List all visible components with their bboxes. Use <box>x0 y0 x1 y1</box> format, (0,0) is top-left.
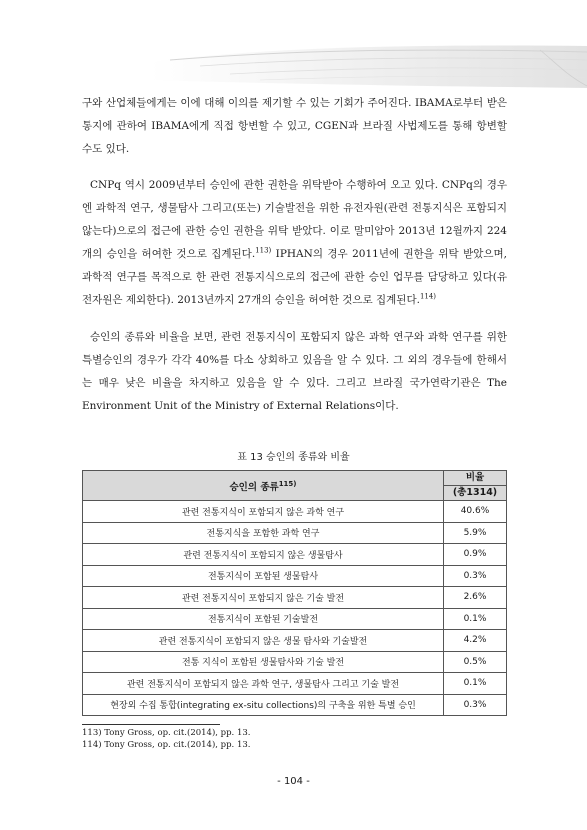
table-row <box>83 544 507 566</box>
paragraph-2-part-a: CNPq 역시 2009년부터 승인에 관한 권한을 위탁받아 수행하여 오고 있다. CNPq의 경우엔 과학적 연구, 생물탐사 그리고(또는) 기술발전을 위한 유전자원(관련 전통지식은 포함되지 않는다)으로의 접근에 관한 승인 권한을 위탁 받았다. 이로 말미암아 2013년 12월까지 224개의 승인을 허여한 것으로 집계된다. <box>82 179 507 260</box>
header-ratio-label: 비율 <box>444 471 506 486</box>
table-row <box>83 565 507 587</box>
approval-type-cell: 관련 전통지식이 포함되지 않은 기술 발전 <box>83 587 444 609</box>
ratio-cell: 4.2% <box>444 630 507 652</box>
ratio-cell: 0.5% <box>444 651 507 673</box>
paragraph-3 <box>82 326 507 418</box>
page-number: - 104 - <box>277 776 310 787</box>
table-row <box>83 651 507 673</box>
ratio-cell: 0.3% <box>444 565 507 587</box>
header-approval-type-label: 승인의 종류 <box>229 481 279 493</box>
ratio-cell: 40.6% <box>444 501 507 523</box>
table-row <box>83 694 507 716</box>
ratio-cell: 2.6% <box>444 587 507 609</box>
approval-type-cell: 전통 지식이 포함된 생물탐사와 기술 발전 <box>83 651 444 673</box>
table-row <box>83 673 507 695</box>
ratio-cell: 0.9% <box>444 544 507 566</box>
approval-type-cell: 전통지식이 포함된 기술발전 <box>83 608 444 630</box>
footnote-divider <box>82 724 220 725</box>
paragraph-3-text: 승인의 종류와 비율을 보면, 관련 전통지식이 포함되지 않은 과학 연구와 과학 연구를 위한 특별승인의 경우가 각각 40%를 다소 상회하고 있음을 알 수 있다. 그 외의 경우들에 한해서는 매우 낮은 비율을 차지하고 있음을 알 수 있다. 그리고 브라질 국가연락기관은 The Environment Unit of the Ministry of External Relations이다. <box>82 331 507 412</box>
footnote-ref-115[interactable]: 115) <box>278 479 297 488</box>
table-row <box>83 587 507 609</box>
approval-type-cell: 전통지식을 포함한 과학 연구 <box>83 522 444 544</box>
approval-type-cell: 전통지식이 포함된 생물탐사 <box>83 565 444 587</box>
table-row <box>83 522 507 544</box>
table-caption: 표 13 승인의 종류와 비율 <box>237 452 350 463</box>
approval-type-cell: 관련 전통지식이 포함되지 않은 과학 연구 <box>83 501 444 523</box>
footnote-113: 113) Tony Gross, op. cit.(2014), pp. 13. <box>82 728 251 738</box>
ratio-cell: 0.3% <box>444 694 507 716</box>
paragraph-2-text <box>82 174 507 312</box>
ratio-cell: 0.1% <box>444 608 507 630</box>
approval-type-cell: 관련 전통지식이 포함되지 않은 생물 탐사와 기술발전 <box>83 630 444 652</box>
table-row <box>83 501 507 523</box>
ratio-cell: 5.9% <box>444 522 507 544</box>
table-body <box>83 501 507 716</box>
footnote-114: 114) Tony Gross, op. cit.(2014), pp. 13. <box>82 740 251 750</box>
header-ratio <box>444 471 507 501</box>
paragraph-2-part-b: IPHAN의 경우 2011년에 권한을 위탁 받았으며, 과학적 연구를 목적으로 한 관련 전통지식으로의 접근에 관한 승인 업무를 담당하고 있다(유전자원은 제외한다). 2013년까지 27개의 승인을 허여한 것으로 집계된다. <box>82 248 507 306</box>
header-ratio-total: (총1314) <box>452 487 498 498</box>
table-row <box>83 630 507 652</box>
table-row <box>83 608 507 630</box>
approval-types-table <box>82 470 507 716</box>
header-approval-type <box>83 471 444 501</box>
footnotes <box>82 727 250 751</box>
footnote-ref-113[interactable]: 113) <box>255 246 272 255</box>
approval-type-cell: 현장외 수집 통합(integrating ex-situ collections)의 구축을 위한 특별 승인 <box>83 694 444 716</box>
ratio-cell: 0.1% <box>444 673 507 695</box>
table-header-row <box>83 471 507 501</box>
paragraph-1 <box>82 92 507 161</box>
paragraph-1-text: 구와 산업체들에게는 이에 대해 이의를 제기할 수 있는 기회가 주어진다. IBAMA로부터 받은 통지에 관하여 IBAMA에게 직접 항변할 수 있고, CGEN과 브라질 사법제도를 통해 항변할 수도 있다. <box>82 97 507 155</box>
paragraph-2 <box>82 174 507 312</box>
approval-type-cell: 관련 전통지식이 포함되지 않은 생물탐사 <box>83 544 444 566</box>
header-decoration <box>0 0 587 90</box>
footnote-ref-114[interactable]: 114) <box>419 292 437 301</box>
approval-type-cell: 관련 전통지식이 포함되지 않은 과학 연구, 생물탐사 그리고 기술 발전 <box>83 673 444 695</box>
